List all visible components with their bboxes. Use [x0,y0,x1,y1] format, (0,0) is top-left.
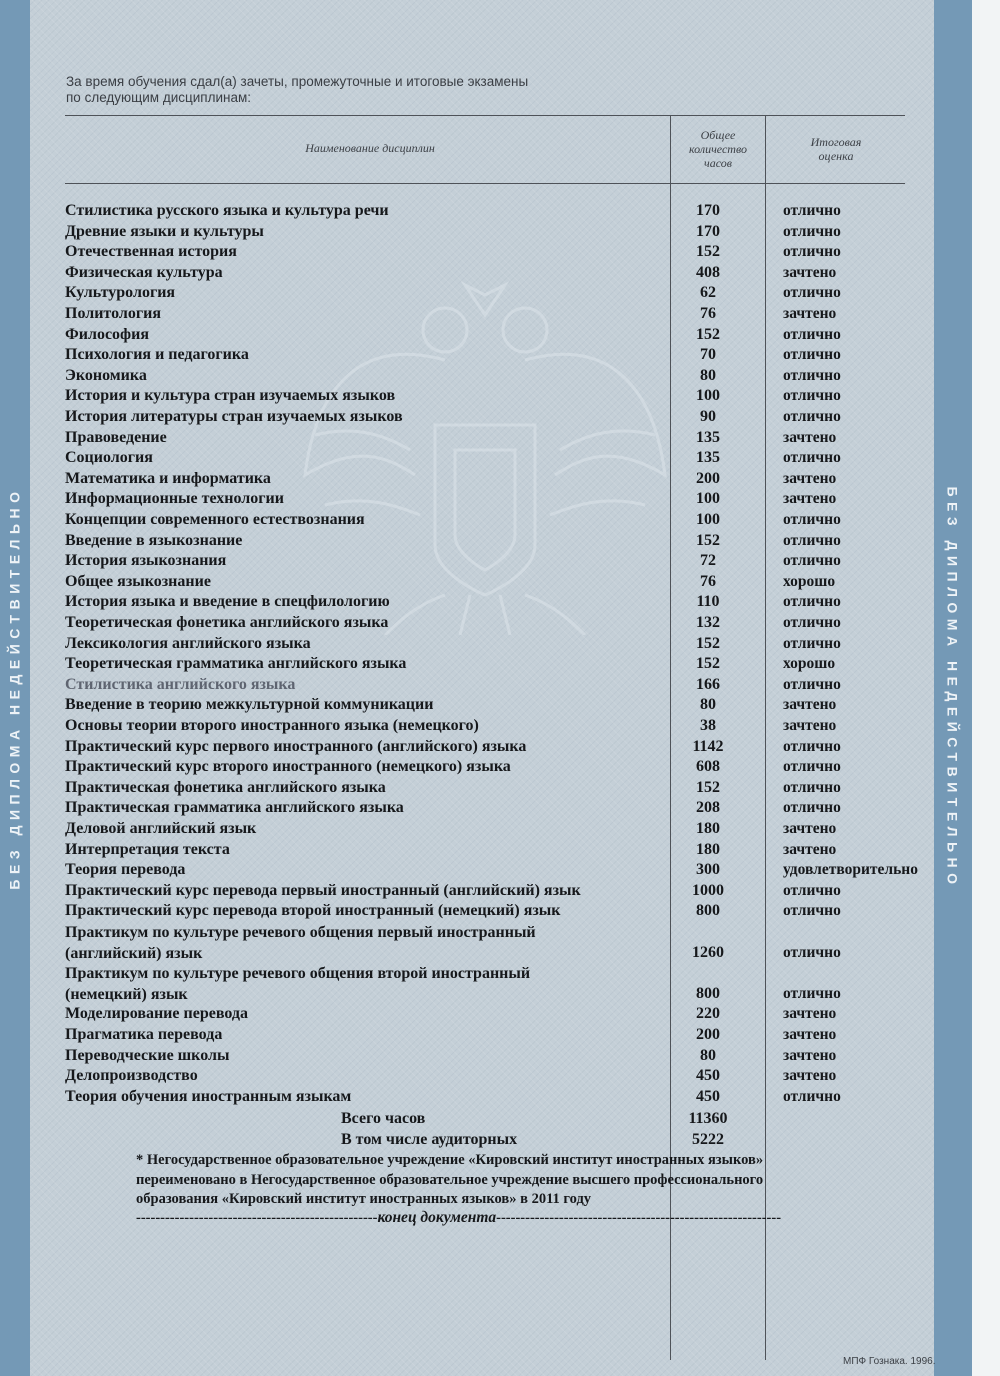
discipline-hours: 450 [696,1087,720,1105]
discipline-name-line: Древние языки и культуры [65,222,264,240]
discipline-hours: 100 [696,511,720,528]
discipline-grade: отлично [783,325,841,343]
discipline-name [65,531,242,551]
table-row [0,489,972,510]
discipline-name-line: Теория обучения иностранным языкам [65,1087,352,1105]
classroom-hours-value: 5222 [692,1131,724,1148]
discipline-name-line: Делопроизводство [65,1067,198,1085]
table-row [0,263,972,284]
table-row [0,366,972,387]
discipline-name [65,757,511,777]
discipline-name-line: Практический курс второго иностранного (немецкого) языка [65,758,511,776]
discipline-grade: зачтено [783,1005,837,1023]
total-hours-label: Всего часов [341,1110,426,1127]
table-row [0,448,972,469]
discipline-hours: 450 [696,1067,720,1085]
discipline-name-line: История языкознания [65,552,227,570]
end-dashes-left: -------------------------------------------------- [136,1210,378,1226]
header-hours-line-3: часов [704,156,732,170]
discipline-name [65,922,536,964]
discipline-name-line: История литературы стран изучаемых языков [65,408,403,425]
discipline-grade: зачтено [783,490,837,508]
discipline-name [65,242,237,262]
discipline-grade: отлично [783,552,841,570]
discipline-name [65,572,211,592]
discipline-name [65,798,404,818]
discipline-hours: 608 [696,758,720,776]
discipline-grade: отлично [783,387,841,405]
discipline-hours: 72 [700,552,716,570]
table-row [0,283,972,304]
table-row [0,695,972,716]
discipline-name-line: Основы теории второго иностранного языка (немецкого) [65,717,479,734]
table-row [0,1025,972,1046]
left-stripe-text: БЕЗ ДИПЛОМА НЕДЕЙСТВИТЕЛЬНО [7,486,23,890]
discipline-name-line: Введение в языкознание [65,531,243,549]
discipline-name-line: Экономика [65,366,147,384]
discipline-name-line: Стилистика русского языка и культура речи [65,202,389,219]
discipline-name [65,634,311,654]
discipline-hours: 1142 [692,737,724,755]
table-row [0,428,972,449]
table-row [0,551,972,572]
discipline-hours: 200 [696,1026,720,1043]
table-row [0,963,972,1005]
discipline-grade: отлично [783,1087,841,1105]
discipline-hours: 170 [696,202,720,219]
discipline-name [65,1046,229,1066]
table-row [0,201,972,222]
discipline-grade: отлично [783,366,841,384]
intro-line-1: За время обучения сдал(а) зачеты, промежуточные и итоговые экзамены [66,74,529,89]
discipline-hours: 200 [696,469,720,487]
end-of-document-line [136,1209,836,1227]
table-row [0,1004,972,1025]
discipline-name-line: Практическая фонетика английского языка [65,778,386,796]
discipline-name-line: Теоретическая грамматика английского языка [65,655,407,673]
discipline-name [65,1025,222,1045]
discipline-grade: зачтено [783,1026,837,1043]
discipline-hours: 166 [696,675,720,693]
discipline-name-line: Интерпретация текста [65,840,230,858]
discipline-hours: 80 [700,1046,716,1064]
footnote-line-1: * Негосударственное образовательное учреждение «Кировский институт иностранных языков» [136,1152,764,1168]
table-row [0,242,972,263]
discipline-name-line: Философия [65,325,149,343]
table-row [0,572,972,593]
header-discipline: Наименование дисциплин [305,141,435,155]
discipline-grade: зачтено [783,840,837,858]
discipline-hours: 76 [700,572,716,590]
table-row [0,345,972,366]
discipline-grade: отлично [783,902,841,920]
discipline-hours: 180 [696,820,720,837]
discipline-name [65,901,561,921]
discipline-hours: 408 [696,263,720,281]
discipline-name [65,407,403,427]
table-row [0,592,972,613]
discipline-grade: отлично [783,449,841,467]
discipline-grade: отлично [783,634,841,652]
discipline-name-line: Физическая культура [65,263,223,281]
discipline-grade: зачтено [783,696,837,714]
discipline-hours: 38 [700,717,716,734]
table-row [0,922,972,964]
discipline-name-line: Концепции современного естествознания [65,511,365,528]
discipline-grade: хорошо [783,655,836,673]
discipline-name [65,510,365,530]
discipline-hours: 90 [700,408,716,425]
total-hours-value: 11360 [688,1110,728,1127]
discipline-grade: отлично [783,778,841,796]
discipline-grade: зачтено [783,469,837,487]
discipline-name-line: Психология и педагогика [65,346,249,364]
discipline-hours: 152 [696,634,720,652]
header-hours-line-2: количество [688,142,748,156]
discipline-hours: 80 [700,366,716,384]
discipline-hours: 152 [696,243,720,261]
header-hours-line-1: Общее [700,128,736,142]
discipline-hours: 180 [696,840,720,858]
table-top-rule [65,115,905,116]
discipline-grade: зачтено [783,263,837,281]
discipline-hours: 76 [700,305,716,322]
discipline-grade: отлично [783,222,841,240]
discipline-name [65,201,389,221]
discipline-hours: 220 [696,1005,720,1023]
intro-text [66,74,666,106]
discipline-name-line: Введение в теорию межкультурной коммуникации [65,696,434,714]
discipline-name [65,654,406,674]
discipline-name [65,592,390,612]
table-row [0,654,972,675]
discipline-name [65,489,284,509]
right-stripe-text: БЕЗ ДИПЛОМА НЕДЕЙСТВИТЕЛЬНО [945,486,961,890]
discipline-name-line: Лексикология английского языка [65,634,311,652]
discipline-name [65,283,175,303]
discipline-grade: зачтено [783,820,837,837]
discipline-name [65,325,149,345]
discipline-name [65,551,226,571]
discipline-grade: отлично [783,944,841,961]
discipline-grade: отлично [783,614,841,631]
discipline-name-line: (английский) язык [65,945,203,962]
table-row [0,386,972,407]
discipline-hours: 62 [700,284,716,302]
discipline-hours: 152 [696,778,720,796]
discipline-name [65,860,185,880]
discipline-hours: 800 [696,985,720,1003]
discipline-name-line: Практический курс перевода второй иностранный (немецкий) язык [65,902,561,920]
header-hours [672,128,764,170]
discipline-name-line: Теория перевода [65,861,186,879]
discipline-name [65,1004,248,1024]
table-row [0,757,972,778]
discipline-grade: отлично [783,511,841,528]
table-header-rule [65,183,905,184]
table-row [0,531,972,552]
discipline-name [65,695,433,715]
table-row [0,881,972,902]
discipline-name [65,428,167,448]
rename-footnote [136,1151,876,1210]
discipline-grade: зачтено [783,717,837,734]
discipline-hours: 132 [696,614,720,631]
header-grade-line-2: оценка [818,149,854,163]
discipline-hours: 1260 [692,944,724,961]
discipline-grade: зачтено [783,1046,837,1064]
discipline-name-line: Теоретическая фонетика английского языка [65,614,389,631]
discipline-name-line: История и культура стран изучаемых языков [65,387,396,405]
discipline-name-line: Информационные технологии [65,490,284,508]
discipline-name-line: Практикум по культуре речевого общения первый иностранный [65,924,536,941]
discipline-grade: удовлетворительно [783,861,918,879]
table-row [0,716,972,737]
discipline-name [65,345,249,365]
header-grade-line-1: Итоговая [810,135,862,149]
discipline-grade: зачтено [783,1067,837,1085]
table-row [0,304,972,325]
discipline-name [65,840,230,860]
table-row [0,778,972,799]
classroom-hours-label: В том числе аудиторных [341,1131,518,1148]
table-row [0,510,972,531]
discipline-hours: 135 [696,449,720,467]
table-row [0,1046,972,1067]
discipline-name [65,1066,198,1086]
discipline-grade: отлично [783,675,841,693]
discipline-name [65,963,530,1005]
discipline-name-line: Практическая грамматика английского языка [65,799,404,817]
discipline-grade: хорошо [783,572,836,590]
discipline-grade: отлично [783,799,841,817]
discipline-name [65,819,256,839]
discipline-name [65,778,386,798]
discipline-name [65,716,479,736]
discipline-name-line: Математика и информатика [65,469,271,487]
discipline-grade: отлично [783,985,841,1003]
discipline-name-line: Политология [65,305,161,322]
discipline-hours: 100 [696,490,720,508]
discipline-name [65,304,161,324]
discipline-name [65,263,223,283]
table-row [0,407,972,428]
table-row [0,222,972,243]
discipline-grade: отлично [783,243,841,261]
table-row [0,819,972,840]
discipline-name-line: Переводческие школы [65,1046,230,1064]
discipline-grade: отлично [783,346,841,364]
discipline-hours: 800 [696,902,720,920]
discipline-name [65,1087,351,1107]
discipline-hours: 170 [696,222,720,240]
table-row [0,860,972,881]
discipline-name-line: Правоведение [65,428,167,446]
discipline-hours: 80 [700,696,716,714]
discipline-name [65,613,388,633]
discipline-name [65,469,271,489]
discipline-grade: отлично [783,737,841,755]
discipline-name [65,366,147,386]
table-row [0,469,972,490]
discipline-name-line: Культурология [65,284,176,302]
discipline-hours: 70 [700,346,716,364]
discipline-name-line: Отечественная история [65,243,237,261]
footnote-line-3: образования «Кировский институт иностранных языков» в 2011 году [136,1191,592,1207]
table-row [0,1087,972,1108]
table-row [0,675,972,696]
table-row [0,737,972,758]
discipline-name-line: Социология [65,449,153,467]
end-dashes-right: ----------------------------------------------------------- [496,1210,782,1226]
discipline-name [65,675,295,695]
discipline-grade: отлично [783,284,841,302]
discipline-name-line: Общее языкознание [65,572,211,590]
discipline-name [65,222,264,242]
discipline-name-line: Деловой английский язык [65,820,257,837]
discipline-name-line: Практический курс первого иностранного (английского) языка [65,737,527,755]
discipline-hours: 152 [696,655,720,673]
discipline-name-line: История языка и введение в спецфилологию [65,593,390,611]
printer-mark: МПФ Гознака. 1996. [843,1356,936,1367]
discipline-hours: 110 [696,593,720,611]
table-row [0,798,972,819]
discipline-grade: зачтено [783,305,837,322]
table-row [0,325,972,346]
table-row [0,634,972,655]
discipline-name [65,737,526,757]
table-row [0,901,972,922]
discipline-hours: 152 [696,325,720,343]
intro-line-2: по следующим дисциплинам: [66,90,252,105]
discipline-hours: 135 [696,428,720,446]
discipline-hours: 300 [696,861,720,879]
discipline-grade: отлично [783,593,841,611]
header-grade [780,135,892,163]
discipline-hours: 1000 [692,881,724,899]
discipline-grade: отлично [783,531,841,549]
discipline-name-line: (немецкий) язык [65,986,188,1004]
discipline-hours: 100 [696,387,720,405]
footnote-line-2: переименовано в Негосударственное образовательное учреждение высшего профессионального [136,1171,764,1188]
discipline-grade: зачтено [783,428,837,446]
discipline-name-line: Моделирование перевода [65,1005,248,1023]
discipline-grade: отлично [783,408,841,425]
discipline-name [65,881,581,901]
end-of-document-text: конец документа [377,1209,497,1226]
discipline-grade: отлично [783,881,841,899]
discipline-name [65,448,153,468]
discipline-name [65,386,395,406]
discipline-hours: 152 [696,531,720,549]
discipline-name-line: Стилистика английского языка [65,675,296,693]
table-row [0,613,972,634]
discipline-name-line: Практикум по культуре речевого общения второй иностранный [65,965,531,983]
discipline-grade: отлично [783,202,841,219]
table-row [0,840,972,861]
discipline-hours: 208 [696,799,720,817]
discipline-name-line: Практический курс перевода первый иностранный (английский) язык [65,881,581,899]
discipline-name-line: Прагматика перевода [65,1026,223,1043]
discipline-grade: отлично [783,758,841,776]
table-row [0,1066,972,1087]
